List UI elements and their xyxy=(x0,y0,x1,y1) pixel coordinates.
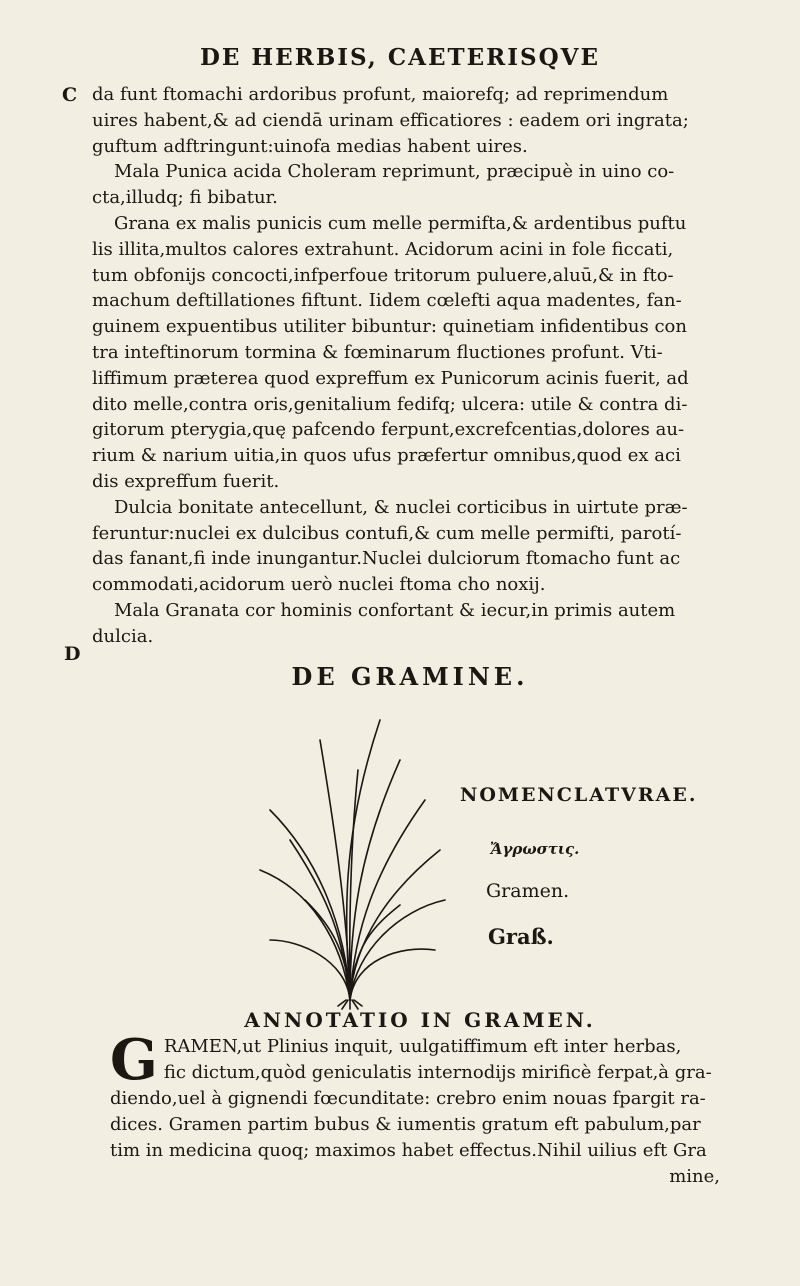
text-line: tum obfonijs concocti,infperfoue tritorum puluere,aluū,& in fto- xyxy=(92,264,674,286)
body-text xyxy=(92,82,732,650)
greek-name: Ἄγρωστις. xyxy=(490,840,580,858)
text-line: lis illita,multos calores extrahunt. Acidorum acini in fole ficcati, xyxy=(92,238,674,260)
german-name: Graß. xyxy=(488,924,554,949)
annotation-title: ANNOTATIO IN GRAMEN. xyxy=(244,1008,596,1032)
nomenclature-box xyxy=(460,784,710,949)
text-line: feruntur:nuclei ex dulcibus contufi,& cum melle permifti, parotí- xyxy=(92,522,682,544)
text-line: da funt ftomachi ardoribus profunt, maiorefq; ad reprimendum xyxy=(92,84,669,105)
text-line: gitorum pterygia,quę pafcendo ferpunt,excrefcentias,dolores au- xyxy=(92,419,685,441)
text-line: cta,illudq; fi bibatur. xyxy=(92,187,278,209)
dropcap: G xyxy=(110,1027,158,1093)
text-line: rium & narium uitia,in quos ufus præfertur omnibus,quod ex aci xyxy=(92,445,681,467)
text-line: Mala Granata cor hominis confortant & iecur,in primis autem xyxy=(114,599,676,621)
annotation-line: RAMEN,ut Plinius inquit, uulgatiffimum eft inter herbas, xyxy=(163,1036,682,1057)
annotation-line: tim in medicina quoq; maximos habet effectus.Nihil uilius eft Gra xyxy=(110,1140,707,1161)
text-line: Grana ex malis punicis cum melle permifta,& ardentibus puftu xyxy=(114,212,687,234)
text-line: dulcia. xyxy=(92,625,154,647)
text-line: liffimum præterea quod expreffum ex Punicorum acinis fuerit, ad xyxy=(92,367,689,389)
text-line: dito melle,contra oris,genitalium fedifq; ulcera: utile & contra di- xyxy=(92,393,688,415)
annotation-body xyxy=(110,1027,760,1190)
margin-letter-c: C xyxy=(62,84,78,106)
text-line: commodati,acidorum uerò nuclei ftoma cho noxij. xyxy=(92,574,546,596)
text-line: dis expreffum fuerit. xyxy=(92,470,280,492)
annotation-line: fic dictum,quòd geniculatis internodijs mirificè ferpat,à gra- xyxy=(163,1062,712,1083)
text-line: Dulcia bonitate antecellunt, & nuclei corticibus in uirtute præ- xyxy=(114,496,688,518)
text-line: Mala Punica acida Choleram reprimunt, præcipuè in uino co- xyxy=(114,161,675,183)
text-line: guftum adftringunt:uinofa medias habent uires. xyxy=(92,135,528,157)
text-line: uires habent,& ad ciendā urinam efficatiores : eadem ori ingrata; xyxy=(92,109,689,131)
text-line: machum deftillationes fiftunt. Iidem cœlefti aqua madentes, fan- xyxy=(92,290,682,312)
annotation-line: mine, xyxy=(669,1166,720,1187)
text-line: tra inteftinorum tormina & fœminarum fluctiones profunt. Vti- xyxy=(92,341,663,363)
grass-illustration xyxy=(250,700,450,1010)
running-head: DE HERBIS, CAETERISQVE xyxy=(199,44,601,71)
section-title: DE GRAMINE. xyxy=(291,662,529,691)
text-line: guinem expuentibus utiliter bibuntur: quinetiam infidentibus con xyxy=(92,316,687,338)
annotation-line: diendo,uel à gignendi fœcunditate: crebro enim nouas fpargit ra- xyxy=(110,1088,706,1109)
latin-name: Gramen. xyxy=(486,880,570,902)
text-line: das fanant,fi inde inungantur.Nuclei dulciorum ftomacho funt ac xyxy=(92,548,681,570)
nomenclature-title: NOMENCLATVRAE. xyxy=(460,784,698,806)
margin-letter-d: D xyxy=(64,643,81,665)
annotation-line: dices. Gramen partim bubus & iumentis gratum eft pabulum,par xyxy=(110,1114,701,1135)
